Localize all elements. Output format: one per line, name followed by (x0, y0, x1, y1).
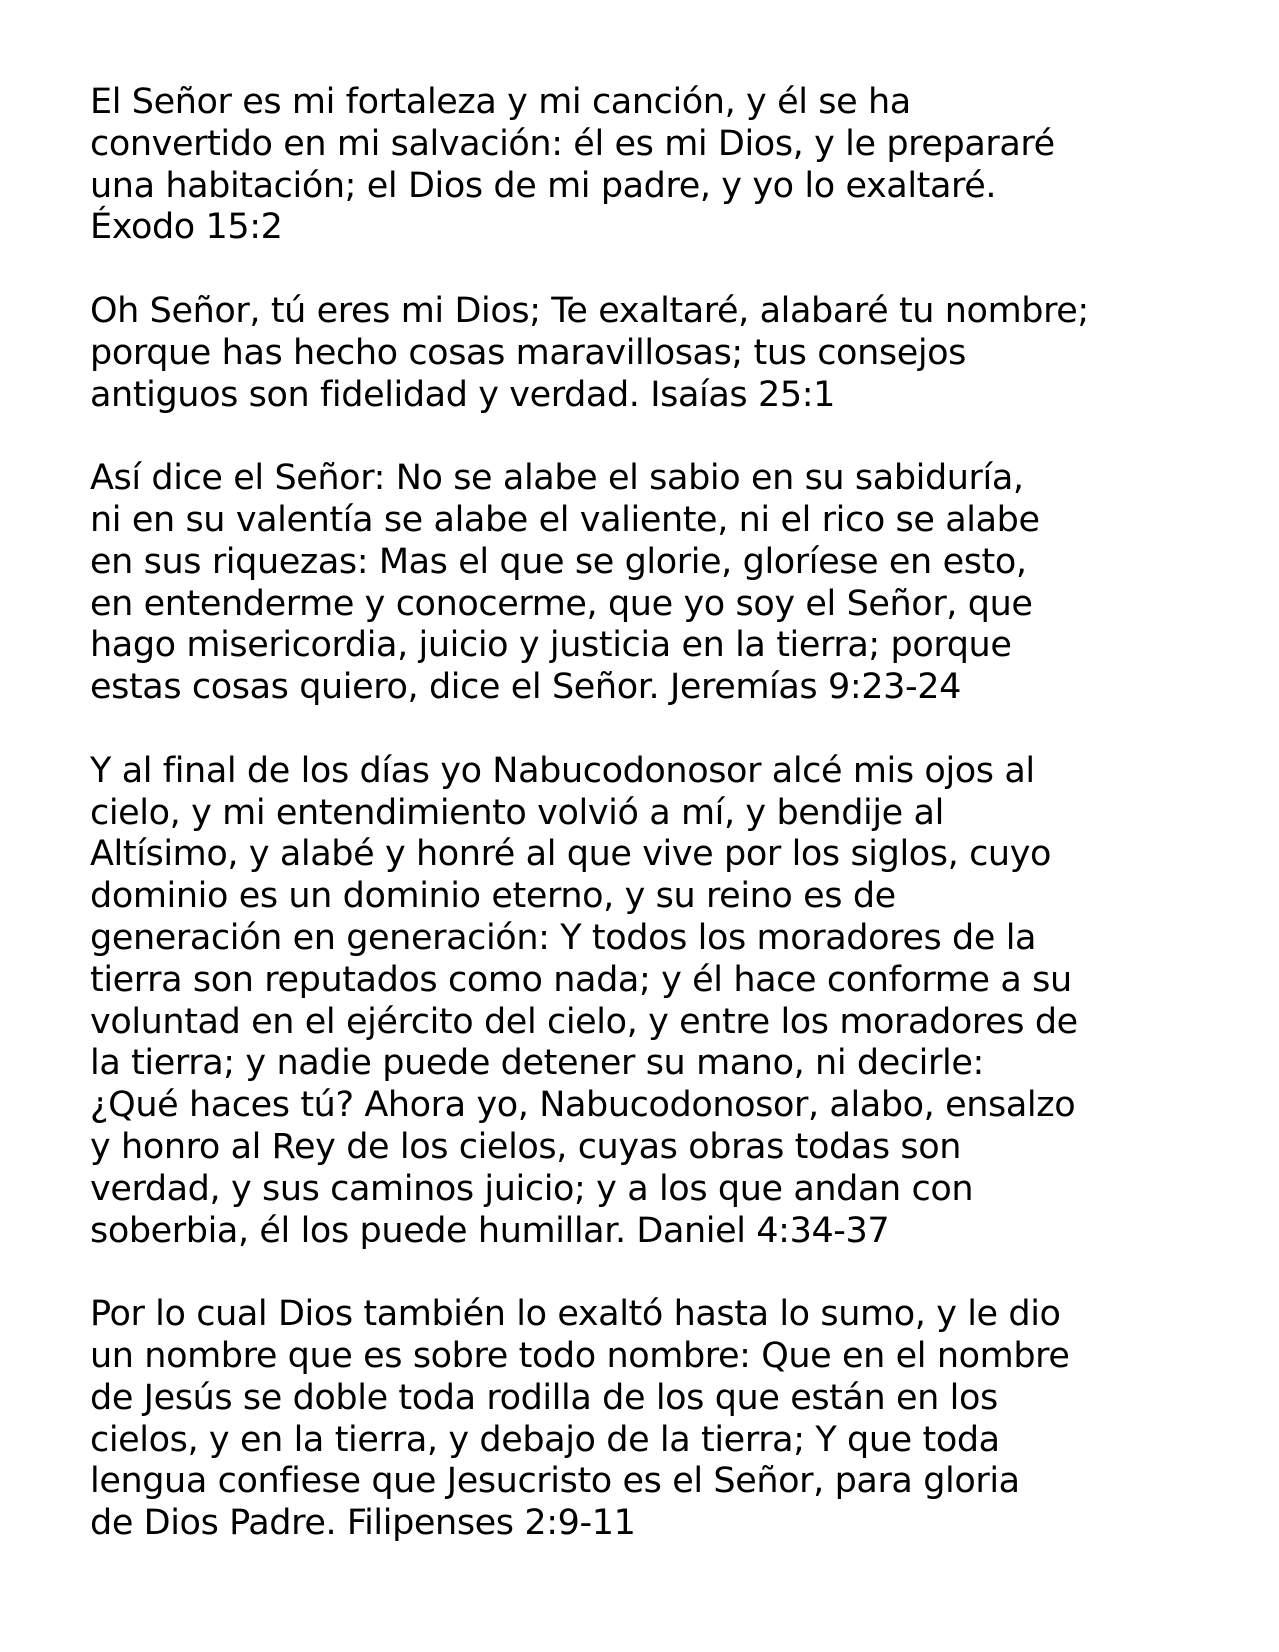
text-line: en entenderme y conocerme, que yo soy el Señor, que (90, 583, 1033, 624)
text-line: antiguos son fidelidad y verdad. Isaías 25:1 (90, 374, 835, 415)
text-line: un nombre que es sobre todo nombre: Que en el nombre (90, 1335, 1070, 1376)
text-line: en sus riquezas: Mas el que se glorie, gloríese en esto, (90, 541, 1027, 582)
text-line: de Jesús se doble toda rodilla de los que están en los (90, 1377, 998, 1418)
passage-isaias (90, 291, 1210, 416)
text-line: Altísimo, y alabé y honré al que vive por los siglos, cuyo (90, 834, 1052, 875)
text-line: ni en su valentía se alabe el valiente, ni el rico se alabe (90, 499, 1040, 540)
document-page (90, 82, 1210, 1545)
passage-jeremias (90, 458, 1210, 709)
text-line: porque has hecho cosas maravillosas; tus consejos (90, 332, 966, 373)
text-line: hago misericordia, juicio y justicia en la tierra; porque (90, 625, 1012, 666)
text-line: lengua confiese que Jesucristo es el Señor, para gloria (90, 1461, 1020, 1502)
text-line: El Señor es mi fortaleza y mi canción, y él se ha (90, 82, 911, 122)
passage-filipenses (90, 1294, 1210, 1545)
text-line: una habitación; el Dios de mi padre, y yo lo exaltaré. (90, 165, 997, 206)
text-line: Y al final de los días yo Nabucodonosor alcé mis ojos al (90, 750, 1035, 791)
text-line: Éxodo 15:2 (90, 207, 283, 248)
text-line: la tierra; y nadie puede detener su mano, ni decirle: (90, 1043, 984, 1084)
text-line: estas cosas quiero, dice el Señor. Jeremías 9:23-24 (90, 667, 961, 708)
passage-exodo (90, 82, 1210, 249)
text-line: voluntad en el ejército del cielo, y entre los moradores de (90, 1001, 1078, 1042)
text-line: soberbia, él los puede humillar. Daniel 4:34-37 (90, 1210, 890, 1251)
text-line: dominio es un dominio eterno, y su reino es de (90, 876, 896, 917)
text-line: ¿Qué haces tú? Ahora yo, Nabucodonosor, alabo, ensalzo (90, 1085, 1076, 1126)
text-line: verdad, y sus caminos juicio; y a los que andan con (90, 1168, 974, 1209)
text-line: y honro al Rey de los cielos, cuyas obras todas son (90, 1126, 962, 1167)
text-line: cielo, y mi entendimiento volvió a mí, y bendije al (90, 792, 944, 833)
text-line: Así dice el Señor: No se alabe el sabio en su sabiduría, (90, 458, 1024, 499)
passage-daniel (90, 751, 1210, 1253)
text-line: convertido en mi salvación: él es mi Dios, y le prepararé (90, 123, 1055, 164)
text-line: generación en generación: Y todos los moradores de la (90, 917, 1037, 958)
text-line: Por lo cual Dios también lo exaltó hasta lo sumo, y le dio (90, 1294, 1061, 1335)
text-line: cielos, y en la tierra, y debajo de la tierra; Y que toda (90, 1419, 1000, 1460)
text-line: de Dios Padre. Filipenses 2:9-11 (90, 1503, 636, 1544)
text-line: Oh Señor, tú eres mi Dios; Te exaltaré, alabaré tu nombre; (90, 290, 1089, 331)
text-line: tierra son reputados como nada; y él hace conforme a su (90, 959, 1072, 1000)
